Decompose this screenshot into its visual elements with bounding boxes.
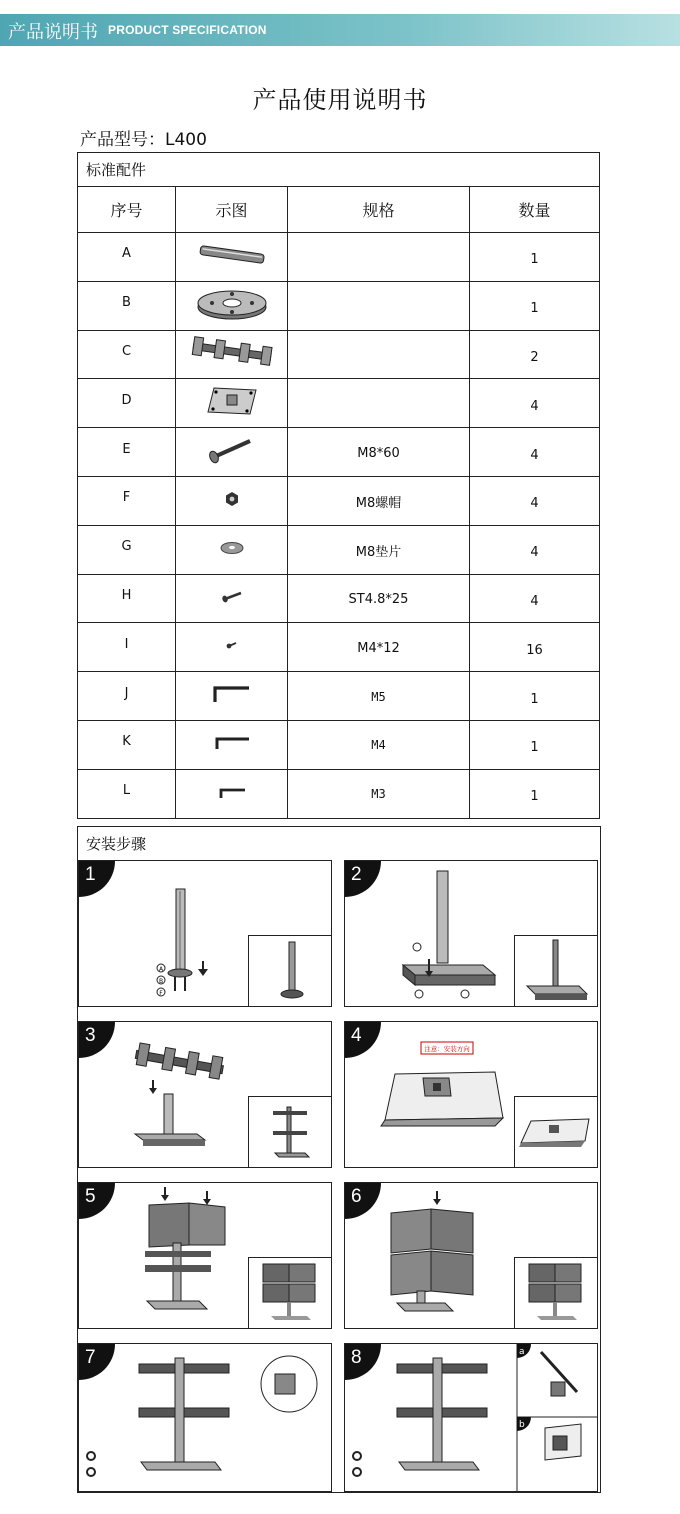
part-qty: 4	[530, 545, 539, 561]
header-qty: 数量	[470, 187, 600, 233]
header-figure: 示图	[176, 187, 288, 233]
part-qty: 4	[530, 496, 539, 512]
step-number-badge: 7	[79, 1344, 115, 1380]
step-panel-6	[344, 1182, 598, 1329]
step-number-badge: 2	[345, 861, 381, 897]
table-row	[78, 330, 600, 379]
part-qty: 4	[530, 593, 539, 609]
step-number-badge: 3	[79, 1022, 115, 1058]
part-qty: 1	[530, 301, 539, 317]
step5-inset	[248, 1257, 331, 1328]
table-row	[78, 476, 600, 525]
installation-steps	[77, 826, 601, 1493]
header-spec: 规格	[288, 187, 470, 233]
step3-inset	[248, 1096, 331, 1167]
part-qty: 1	[530, 252, 539, 268]
table-row	[78, 428, 600, 477]
washer-icon	[217, 539, 247, 557]
nut-icon	[222, 489, 242, 509]
table-row	[78, 574, 600, 623]
step2-inset	[514, 935, 597, 1006]
part-qty: 4	[530, 447, 539, 463]
table-row	[78, 623, 600, 672]
pole-icon	[192, 240, 272, 270]
sub-step-b-label: b	[519, 1420, 525, 1430]
parts-caption: 标准配件	[78, 153, 600, 187]
step-number-badge: 5	[79, 1183, 115, 1219]
table-row	[78, 720, 600, 769]
step-panel-3	[78, 1021, 332, 1168]
base-plate-icon	[192, 285, 272, 323]
part-id: A	[122, 246, 131, 262]
model-number: 产品型号：L400	[80, 130, 207, 150]
header-index: 序号	[78, 187, 176, 233]
steps-title: 安装步骤	[86, 835, 147, 853]
bolt-icon	[202, 435, 262, 465]
step1-inset	[248, 935, 331, 1006]
orientation-note: 注意：安装方向	[424, 1045, 470, 1053]
cross-arm-icon	[187, 335, 277, 369]
step-number-badge: 4	[345, 1022, 381, 1058]
step-panel-2	[344, 860, 598, 1007]
vesa-plate-icon	[202, 384, 262, 418]
part-spec: M8*60	[357, 445, 400, 461]
svg-text:B: B	[158, 978, 164, 985]
part-id: J	[124, 685, 129, 701]
screw-icon	[217, 587, 247, 605]
part-spec: M8螺帽	[355, 496, 402, 512]
part-id: F	[122, 490, 131, 506]
part-id: L	[122, 783, 131, 799]
step6-inset	[514, 1257, 597, 1328]
step-panel-7	[78, 1343, 332, 1492]
hex-key-icon	[207, 680, 257, 708]
part-id: B	[122, 295, 131, 311]
part-qty: 1	[530, 691, 539, 707]
part-qty: 4	[530, 398, 539, 414]
step-panel-5	[78, 1182, 332, 1329]
svg-text:A: A	[158, 966, 164, 973]
part-id: I	[124, 636, 129, 652]
table-row	[78, 233, 600, 282]
part-qty: 1	[530, 740, 539, 756]
hex-key-icon	[207, 731, 257, 755]
part-qty: 2	[530, 349, 539, 365]
part-spec: M5	[371, 689, 386, 704]
part-qty: 1	[530, 789, 539, 805]
table-row	[78, 281, 600, 330]
part-spec: M8垫片	[355, 545, 402, 561]
part-id: D	[121, 392, 132, 408]
step8-adjust-illustration	[345, 1344, 597, 1491]
step-number-badge: 1	[79, 861, 115, 897]
step-number-badge: 6	[345, 1183, 381, 1219]
part-id: H	[121, 587, 132, 603]
svg-text:F: F	[159, 990, 163, 997]
table-row	[78, 769, 600, 818]
step7-adjust-illustration	[79, 1344, 331, 1491]
part-qty: 16	[526, 642, 543, 658]
part-spec: M4*12	[357, 640, 400, 656]
part-id: K	[122, 734, 131, 750]
table-row	[78, 525, 600, 574]
document-title: 产品使用说明书	[252, 86, 428, 114]
part-spec: ST4.8*25	[348, 591, 409, 607]
parts-table	[77, 152, 600, 819]
part-spec: M4	[371, 738, 386, 753]
step-panel-8	[344, 1343, 598, 1492]
table-row	[78, 672, 600, 721]
part-id: G	[121, 539, 132, 555]
hex-key-icon	[207, 782, 257, 802]
part-id: C	[121, 343, 132, 359]
header-banner	[0, 14, 680, 46]
step4-inset	[514, 1096, 597, 1167]
part-spec: M3	[371, 787, 386, 802]
table-row	[78, 379, 600, 428]
part-id: E	[122, 441, 131, 457]
banner-title-cn: 产品说明书	[8, 22, 98, 43]
sub-step-a-label: a	[519, 1347, 525, 1357]
banner-title-en: PRODUCT SPECIFICATION	[108, 23, 267, 37]
step-panel-4	[344, 1021, 598, 1168]
step-number-badge: 8	[345, 1344, 381, 1380]
small-screw-icon	[222, 637, 242, 653]
step-panel-1	[78, 860, 332, 1007]
